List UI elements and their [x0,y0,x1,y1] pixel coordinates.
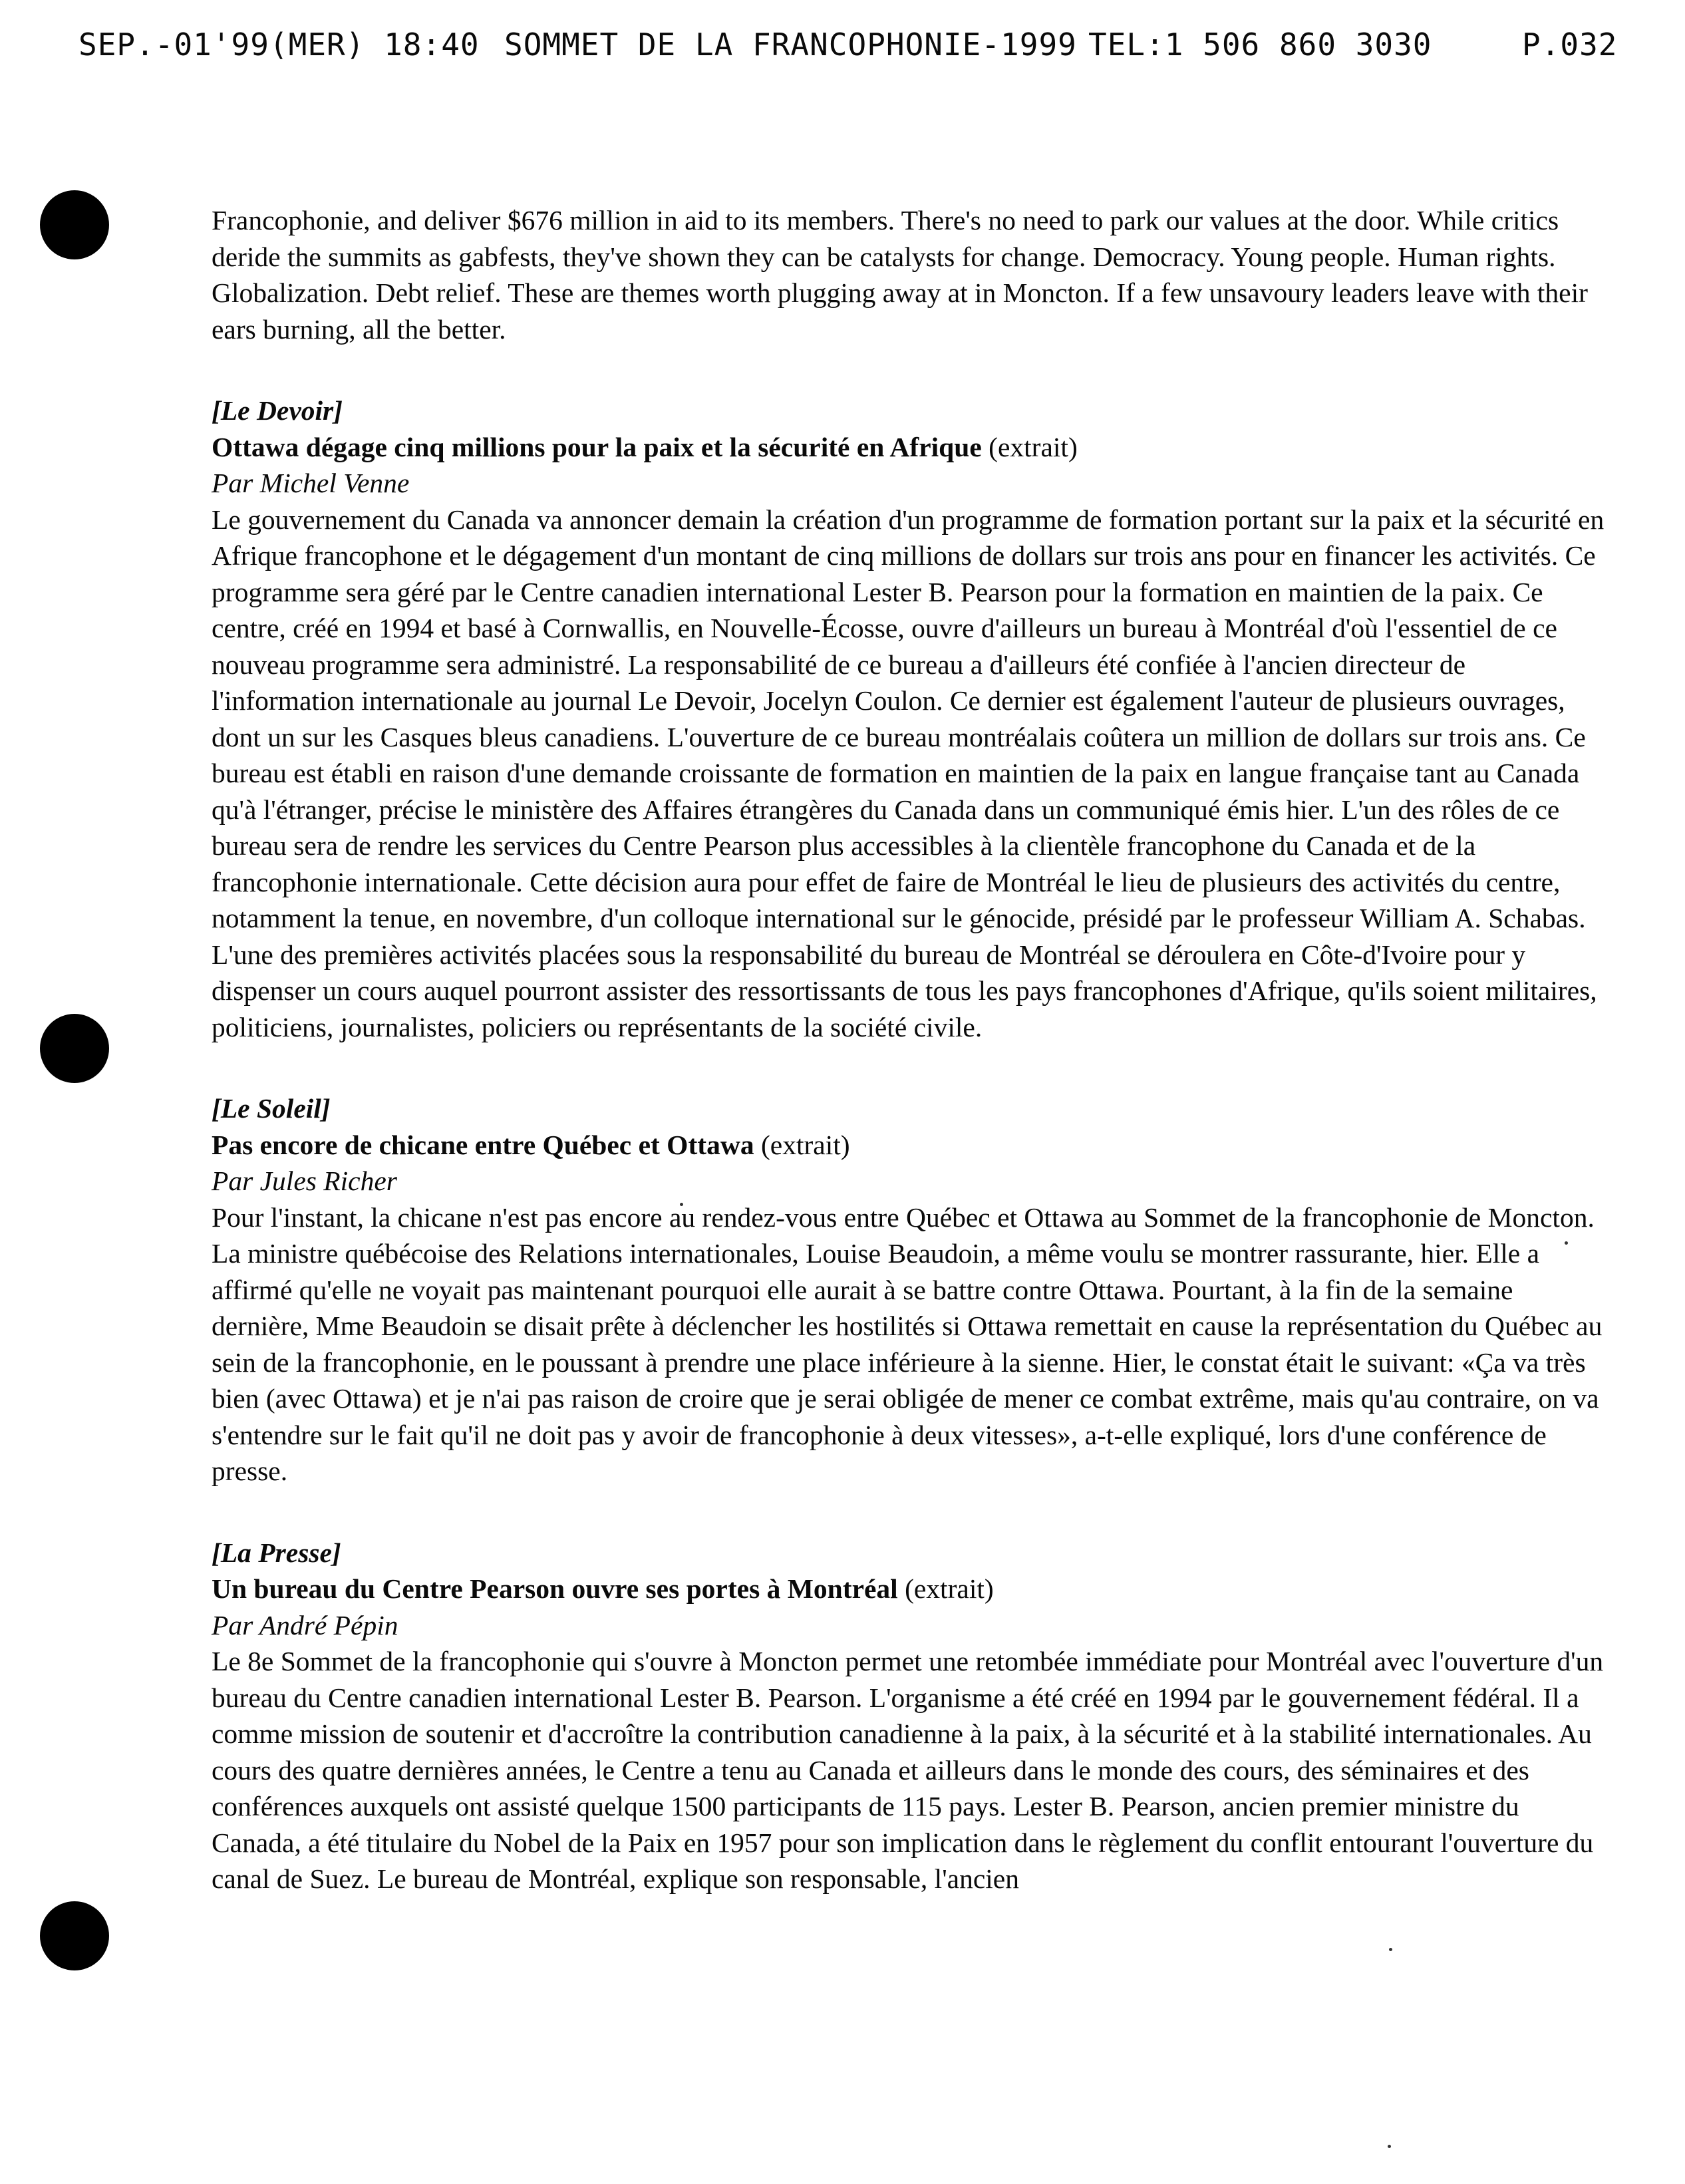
article-headline-note: (extrait) [897,1573,994,1604]
article-le-devoir [212,392,1615,1045]
fax-header [0,27,1685,73]
article-headline-text: Ottawa dégage cinq millions pour la paix et la sécurité en Afrique [212,431,982,462]
intro-paragraph: Francophonie, and deliver $676 million in aid to its members. There's no need to park our values at the door. While critics deride the summits as gabfests, they've shown they can be catalysts for change. Democracy. Young people. Human rights. Globalization. Debt relief. These are themes worth plugging away at in Moncton. If a few unsavoury leaders leave with their ears burning, all the better. [212,205,1588,345]
article-source: [La Presse] [212,1537,341,1568]
fax-title: SOMMET DE LA FRANCOPHONIE-1999 [504,27,1077,63]
document-body [212,202,1615,1897]
article-le-soleil [212,1090,1615,1489]
article-headline [212,1127,1615,1164]
scan-speck [1388,2145,1391,2148]
article-headline [212,1571,1615,1607]
article-headline-text: Pas encore de chicane entre Québec et Ottawa [212,1129,754,1160]
fax-page-number: P.032 [1522,27,1618,63]
article-body: Le 8e Sommet de la francophonie qui s'ouvre à Moncton permet une retombée immédiate pour Montréal avec l'ouverture d'un bureau du Centre canadien international Lester B. Pearson. L'organisme a été créé en 1994 par le gouvernement fédéral. Il a comme mission de soutenir et d'accroître la contribution canadienne à la paix, à la sécurité et à la stabilité internationales. Au cours des quatre dernières années, le Centre a tenu au Canada et ailleurs dans le monde des cours, des séminaires et des conférences auxquels ont assisté quelque 1500 participants de 115 pays. Lester B. Pearson, ancien premier ministre du Canada, a été titulaire du Nobel de la Paix en 1957 pour son implication dans le règlement du conflit entourant l'ouverture du canal de Suez. Le bureau de Montréal, explique son responsable, l'ancien [212,1646,1604,1894]
fax-date: SEP.-01'99(MER) 18:40 [78,27,480,63]
article-source: [Le Devoir] [212,395,343,426]
article-headline-note: (extrait) [981,431,1078,462]
article-body: Le gouvernement du Canada va annoncer demain la création d'un programme de formation portant sur la paix et la sécurité en Afrique francophone et le dégagement d'un montant de cinq millions de dollars sur trois ans pour en financer les activités. Ce programme sera géré par le Centre canadien international Lester B. Pearson pour la formation en maintien de la paix. Ce centre, créé en 1994 et basé à Cornwallis, en Nouvelle-Écosse, ouvre d'ailleurs un bureau à Montréal d'où l'essentiel de ce nouveau programme sera administré. La responsabilité de ce bureau a d'ailleurs été confiée à l'ancien directeur de l'information internationale au journal Le Devoir, Jocelyn Coulon. Ce dernier est également l'auteur de plusieurs ouvrages, dont un sur les Casques bleus canadiens. L'ouverture de ce bureau montréalais coûtera un million de dollars sur trois ans. Ce bureau est établi en raison d'une demande croissante de formation en maintien de la paix en langue française tant au Canada qu'à l'étranger, précise le ministère des Affaires étrangères du Canada dans un communiqué émis hier. L'un des rôles de ce bureau sera de rendre les services du Centre Pearson plus accessibles à la clientèle francophone du Canada et de la francophonie internationale. Cette décision aura pour effet de faire de Montréal le lieu de plusieurs des activités du centre, notamment la tenue, en novembre, d'un colloque international sur le génocide, présidé par le professeur William A. Schabas. L'une des premières activités placées sous la responsabilité du bureau de Montréal se déroulera en Côte-d'Ivoire pour y dispenser un cours auquel pourront assister des ressortissants de tous les pays francophones d'Afrique, qu'ils soient militaires, politiciens, journalistes, policiers ou représentants de la société civile. [212,504,1605,1042]
article-author: Par Michel Venne [212,468,410,498]
article-la-presse [212,1535,1615,1897]
scan-speck [1389,1948,1392,1951]
article-headline-note: (extrait) [754,1129,850,1160]
article-author: Par André Pépin [212,1609,398,1640]
article-author: Par Jules Richer [212,1166,397,1196]
article-body: Pour l'instant, la chicane n'est pas encore au rendez-vous entre Québec et Ottawa au Sommet de la francophonie de Moncton. La ministre québécoise des Relations internationales, Louise Beaudoin, a même voulu se montrer rassurante, hier. Elle a affirmé qu'elle ne voyait pas maintenant pourquoi elle aurait à se battre contre Ottawa. Pourtant, à la fin de la semaine dernière, Mme Beaudoin se disait prête à déclencher les hostilités si Ottawa remettait en cause la représentation du Québec au sein de la francophonie, en le poussant à prendre une place inférieure à la sienne. Hier, le constat était le suivant: «Ça va très bien (avec Ottawa) et je n'ai pas raison de croire que je serai obligée de mener ce combat extrême, mais qu'au contraire, on va s'entendre sur le fait qu'il ne doit pas y avoir de francophonie à deux vitesses», a-t-elle expliqué, lors d'une conférence de presse. [212,1201,1603,1486]
punch-hole [40,1014,109,1083]
punch-hole [40,1901,109,1970]
article-headline [212,429,1615,466]
article-headline-text: Un bureau du Centre Pearson ouvre ses portes à Montréal [212,1573,898,1604]
punch-hole [40,190,109,259]
fax-telephone: TEL:1 506 860 3030 [1088,27,1432,63]
article-source: [Le Soleil] [212,1093,331,1124]
